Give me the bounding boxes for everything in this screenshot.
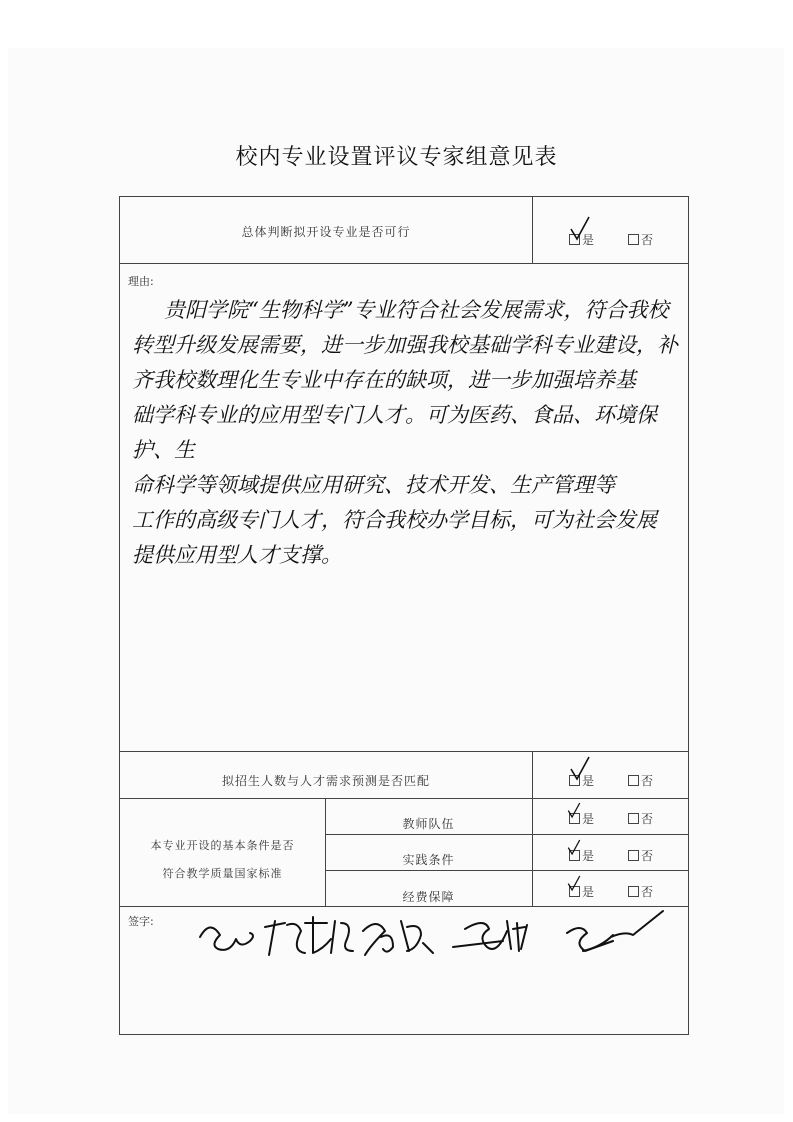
reason-line: 提供应用型人才支撑。 [132, 543, 342, 567]
reason-line: 贵阳学院“生物科学”专业符合社会发展需求，符合我校 [164, 298, 669, 322]
conditions-question-line2: 符合教学质量国家标准 [162, 867, 283, 880]
feasibility-yes-label: 是 [582, 233, 595, 247]
signature-4 [453, 921, 527, 951]
practice-yes-label: 是 [582, 849, 595, 863]
enrollment-no-checkbox[interactable] [628, 775, 639, 786]
feasibility-no-option[interactable] [628, 231, 653, 248]
enrollment-question: 拟招生人数与人才需求预测是否匹配 [221, 774, 430, 788]
reason-label: 理由: [128, 275, 154, 288]
form-title: 校内专业设置评议专家组意见表 [235, 145, 558, 170]
funding-no-label: 否 [641, 885, 654, 899]
feasibility-question: 总体判断拟开设专业是否可行 [241, 225, 411, 239]
signature-3 [363, 921, 433, 955]
signature-2 [265, 917, 353, 955]
teachers-no-label: 否 [641, 812, 654, 826]
condition-label-funding: 经费保障 [402, 890, 455, 904]
signature-5 [567, 911, 663, 951]
funding-no-option[interactable] [628, 883, 653, 900]
reason-line: 齐我校数理化生专业中存在的缺项，进一步加强培养基 [132, 368, 636, 392]
reason-handwritten-text [132, 293, 680, 573]
feasibility-no-label: 否 [641, 233, 654, 247]
teachers-no-option[interactable] [628, 810, 653, 827]
conditions-question-line1: 本专业开设的基本条件是否 [150, 839, 295, 852]
enrollment-no-option[interactable] [628, 772, 653, 789]
reason-line: 础学科专业的应用型专门人才。可为医药、食品、环境保护、生 [132, 403, 657, 462]
row-divider-teachers [325, 834, 688, 835]
row-divider-reason [120, 751, 688, 752]
reason-line: 工作的高级专门人才，符合我校办学目标，可为社会发展 [132, 508, 657, 532]
teachers-yes-label: 是 [582, 812, 595, 826]
condition-label-teachers: 教师队伍 [402, 817, 455, 831]
row-divider-feasibility [120, 263, 688, 264]
practice-no-label: 否 [641, 849, 654, 863]
evaluation-form [119, 196, 689, 1035]
enrollment-yes-checkmark-icon [569, 755, 591, 781]
feasibility-no-checkbox[interactable] [628, 234, 639, 245]
yes-no-column-divider [532, 197, 533, 263]
row-divider-practice [325, 870, 688, 871]
practice-yes-checkmark-icon [567, 838, 581, 856]
funding-yes-checkmark-icon [567, 874, 581, 892]
funding-no-checkbox[interactable] [628, 886, 639, 897]
yes-no-column-divider-lower [532, 751, 533, 906]
enrollment-no-label: 否 [641, 774, 654, 788]
practice-no-option[interactable] [628, 847, 653, 864]
signature-label: 签字: [128, 915, 154, 928]
reason-line: 转型升级发展需要，进一步加强我校基础学科专业建设，补 [132, 333, 678, 357]
teachers-yes-checkmark-icon [567, 801, 581, 819]
handwritten-signatures [195, 907, 675, 967]
condition-label-practice: 实践条件 [402, 853, 455, 867]
row-divider-enrollment [120, 798, 688, 799]
reason-line: 命科学等领域提供应用研究、技术开发、生产管理等 [132, 473, 615, 497]
signature-1 [200, 927, 253, 949]
teachers-no-checkbox[interactable] [628, 813, 639, 824]
feasibility-yes-checkmark-icon [569, 215, 591, 241]
funding-yes-label: 是 [582, 885, 595, 899]
enrollment-yes-label: 是 [582, 774, 595, 788]
practice-no-checkbox[interactable] [628, 850, 639, 861]
